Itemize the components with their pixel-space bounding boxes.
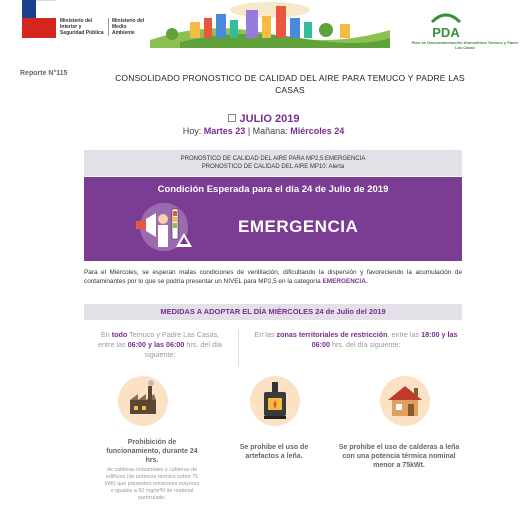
today-value: Martes 23: [203, 126, 246, 136]
town-illustration: [150, 0, 390, 48]
report-number: Reporte N°115: [20, 70, 68, 77]
page-header: [0, 0, 527, 60]
month-label: JULIO 2019: [239, 113, 300, 125]
condition-box: [84, 177, 462, 261]
month-row: [0, 113, 527, 125]
tomorrow-value: Miércoles 24: [290, 126, 345, 136]
forecast-mp10: PRONOSTICO DE CALIDAD DEL AIRE MP10: Alerta: [201, 164, 345, 170]
alert-announcer-icon: [128, 199, 200, 253]
item-1-title: Prohibición de funcionamiento, durante 24 hrs.: [106, 439, 198, 464]
ministry-interior-label: Ministerio del Interior y Seguridad Pública: [60, 18, 104, 36]
item-1-caption: [104, 438, 200, 502]
ministry-environment-label: Ministerio del Medio Ambiente: [108, 18, 148, 36]
day-row: [0, 126, 527, 136]
forecast-description: [84, 269, 462, 287]
measures-title: MEDIDAS A ADOPTAR EL DÍA MIÉRCOLES 24 de Julio del 2019: [84, 304, 462, 320]
forecast-mp25: PRONOSTICO DE CALIDAD DEL AIRE PARA MP2,5:EMERGENCIA: [180, 156, 366, 162]
measures-left-text: En todo Temuco y Padre Las Casas, entre las 06:00 y las 06:00 hrs. del día siguiente:: [98, 330, 222, 359]
pda-logo: [428, 10, 464, 40]
condition-title: Condición Esperada para el día 24 de Julio de 2019: [157, 184, 389, 195]
wood-stove-icon: [250, 376, 300, 426]
date-separator: |: [247, 126, 251, 136]
item-1-detail: de calderas industriales y calderas de edificios (de potencia térmica sobre 75 kWt) que presenten emisiones mayores o iguales a 50 mg/m³N de material particulado.: [104, 467, 200, 501]
description-text: Para el Miércoles, se esperan malas condiciones de ventilación, dificultando la dispersión y favoreciendo la acumulación de contaminantes por lo que se podría presentar un NIVEL para MP2,5 en la categoría: [84, 269, 462, 285]
measures-right-text: En las zonas territoriales de restricción, entre las 18:00 y las 06:00 hrs. del día siguiente:: [254, 330, 458, 349]
column-divider: [238, 330, 239, 366]
description-category: EMERGENCIA.: [322, 277, 368, 285]
tomorrow-label: Mañana:: [252, 126, 288, 136]
condition-level: EMERGENCIA: [238, 217, 359, 236]
calendar-icon: [228, 114, 236, 122]
factory-icon: [118, 376, 168, 426]
report-title: CONSOLIDADO PRONOSTICO DE CALIDAD DEL AIRE PARA TEMUCO Y PADRE LAS CASAS: [115, 73, 465, 95]
item-2-caption: Se prohibe el uso de artefactos a leña.: [239, 444, 309, 460]
house-boiler-icon: [380, 376, 430, 426]
pda-logo-text: PDA: [432, 25, 460, 40]
pda-subtitle: Plan de Descontaminación Atmosférica Temuco y Padre Las Casas: [411, 40, 519, 50]
today-label: Hoy:: [182, 126, 202, 136]
item-3-caption: Se prohibe el uso de calderas a leña con una potencia térmica nominal menor a 75kWt.: [338, 444, 460, 469]
government-logo: [22, 0, 56, 38]
forecast-box: [84, 150, 462, 176]
